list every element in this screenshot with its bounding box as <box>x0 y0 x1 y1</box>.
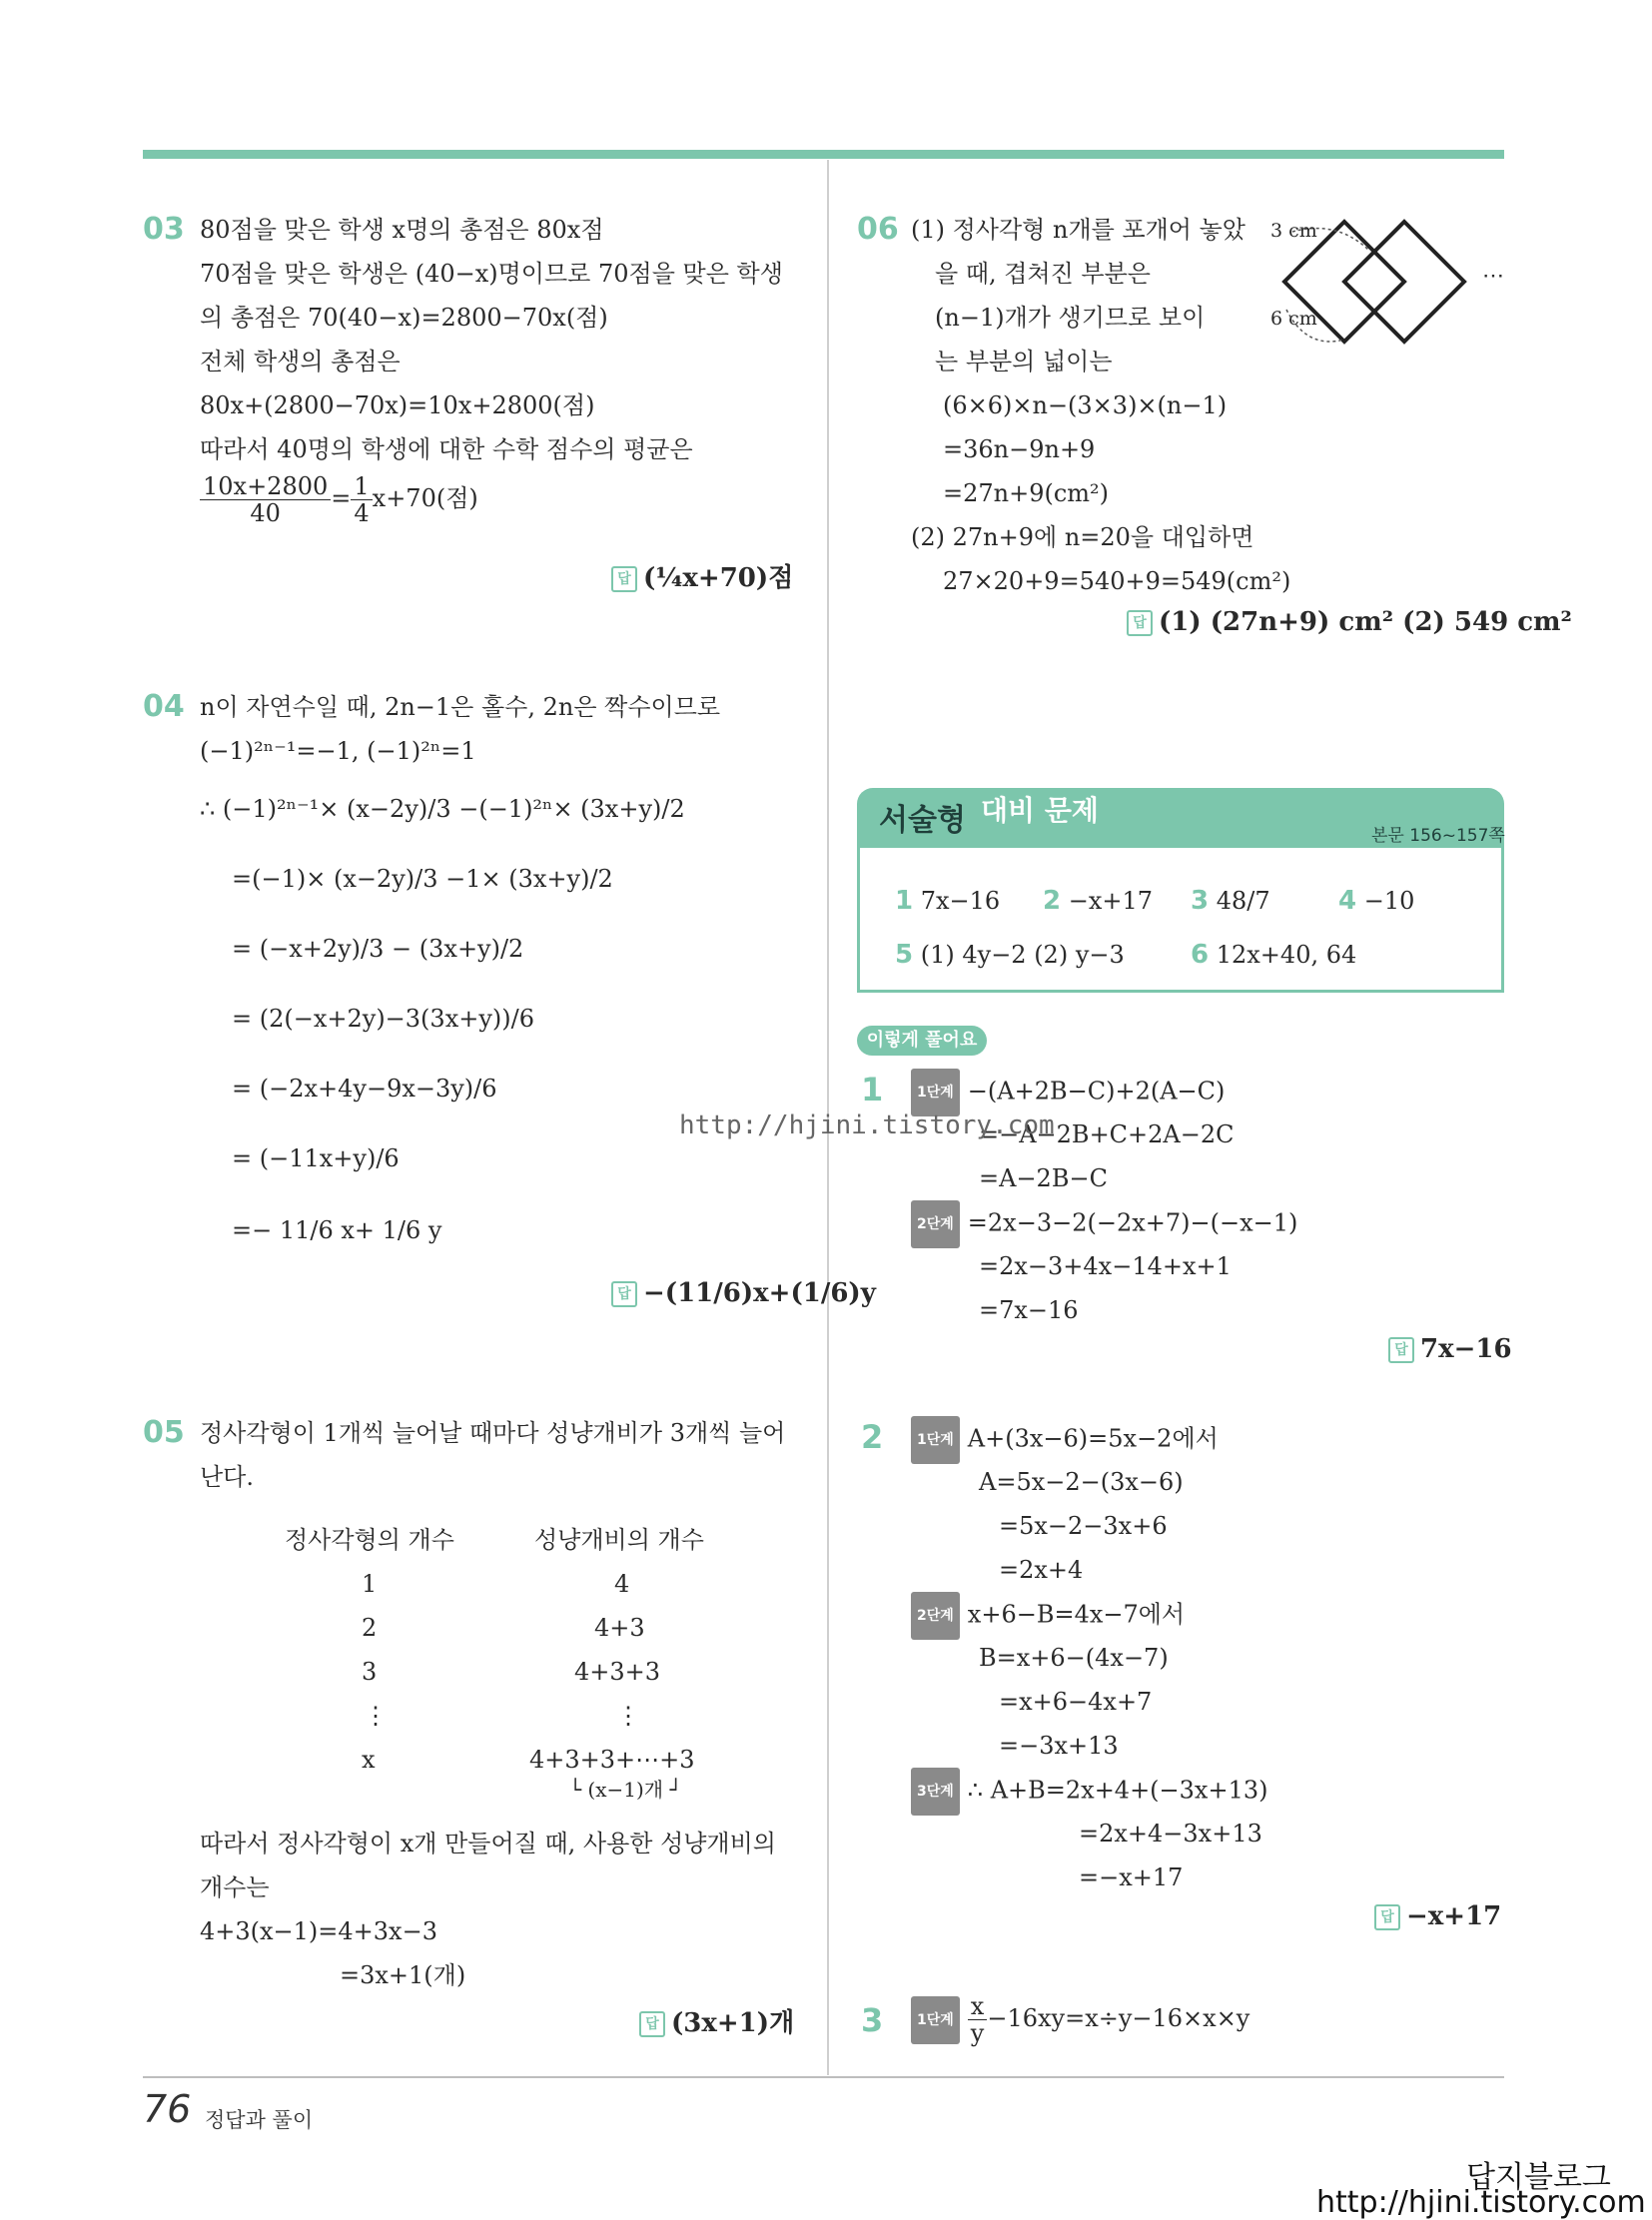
step-badge: 1단계 <box>911 1069 960 1116</box>
q05-line-3: 4+3(x−1)=4+3x−3 <box>200 1917 437 1945</box>
s2-step2-line2: B=x+6−(4x−7) <box>979 1644 1169 1672</box>
answer-box-subtitle: 대비 문제 <box>981 794 1099 827</box>
s2-step1-line2: A=5x−2−(3x−6) <box>979 1468 1184 1496</box>
s2-step1-line4: =2x+4 <box>999 1556 1084 1584</box>
q06-answer: 답 (1) (27n+9) cm² (2) 549 cm² <box>1127 607 1572 637</box>
q06-line-4: 는 부분의 넓이는 <box>935 348 1113 375</box>
table-cell: 3 <box>362 1658 378 1686</box>
table-cell: 4 <box>614 1570 630 1598</box>
s1-step1-line2: =−A−2B+C+2A−2C <box>979 1120 1235 1148</box>
question-number: 03 <box>143 212 185 247</box>
solution-number: 1 <box>861 1071 884 1109</box>
q04-answer: 답 −(11/6)x+(1/6)y <box>611 1278 876 1308</box>
answer-icon: 답 <box>611 1281 637 1307</box>
s1-step2-line2: =2x−3+4x−14+x+1 <box>979 1252 1232 1280</box>
answer-icon: 답 <box>1388 1337 1414 1363</box>
q03-line-5: 80x+(2800−70x)=10x+2800(점) <box>200 391 595 419</box>
q03-mean-formula: $\frac{10x+2800}{40}$ = $\frac{1}{4}$ x+70(점) <box>200 473 478 526</box>
fraction: $\frac{1}{4}$ <box>351 473 372 526</box>
s1-answer: 답 7x−16 <box>1388 1334 1512 1364</box>
table-header: 성냥개비의 개수 <box>534 1526 704 1554</box>
s2-step3-line2: =2x+4−3x+13 <box>1079 1820 1262 1848</box>
q03-answer: 답 (¼x+70)점 <box>611 557 793 594</box>
q04-line-7: = (−2x+4y−9x−3y)/6 <box>232 1075 497 1103</box>
s2-step2-line4: =−3x+13 <box>999 1732 1119 1760</box>
s1-step2-line1: 2단계 =2x−3−2(−2x+7)−(−x−1) <box>911 1200 1297 1248</box>
table-cell: 1 <box>362 1570 378 1598</box>
q05-intro-2: 난다. <box>200 1463 254 1491</box>
table-cell: 4+3 <box>594 1614 645 1642</box>
fraction: $\frac{x}{y}$ <box>968 1993 988 2046</box>
table-cell: 2 <box>362 1614 378 1642</box>
q06-line-6: =36n−9n+9 <box>943 435 1096 463</box>
q06-line-7: =27n+9(cm²) <box>943 479 1110 507</box>
q03-line-1: 80점을 맞은 학생 x명의 총점은 80x점 <box>200 216 604 244</box>
s2-step1-line1: 1단계 A+(3x−6)=5x−2에서 <box>911 1416 1219 1464</box>
page-number: 76 <box>143 2087 192 2131</box>
q04-line-8: = (−11x+y)/6 <box>232 1144 400 1172</box>
s1-step1-line1: 1단계 −(A+2B−C)+2(A−C) <box>911 1069 1225 1116</box>
solution-number: 3 <box>861 2001 884 2039</box>
table-cell: 4+3+3 <box>574 1658 661 1686</box>
q05-line-1: 따라서 정사각형이 x개 만들어질 때, 사용한 성냥개비의 <box>200 1830 776 1857</box>
q04-line-2: (−1)²ⁿ⁻¹=−1, (−1)²ⁿ=1 <box>200 737 476 765</box>
s2-step2-line3: =x+6−4x+7 <box>999 1688 1153 1716</box>
q05-answer: 답 (3x+1)개 <box>639 2002 794 2039</box>
q06-line-5: (6×6)×n−(3×3)×(n−1) <box>943 391 1228 419</box>
s1-step1-line3: =A−2B−C <box>979 1164 1108 1192</box>
answer-icon: 답 <box>639 2011 665 2037</box>
solution-label: 이렇게 풀어요 <box>857 1026 987 1056</box>
s2-answer: 답 −x+17 <box>1374 1901 1501 1931</box>
q04-line-9: =− 11/6 x+ 1/6 y <box>232 1216 442 1244</box>
answer-box-title: 서술형 <box>879 803 966 838</box>
q06-line-2: 을 때, 겹쳐진 부분은 <box>935 260 1151 288</box>
figure-label-3cm: 3 cm <box>1270 220 1317 242</box>
q05-line-2: 개수는 <box>200 1873 270 1901</box>
s3-step1-line1: 1단계 $\frac{x}{y}$ −16xy=x÷y−16×x×y <box>911 1993 1249 2046</box>
box-answer-6: 6 12x+40, 64 <box>1191 940 1357 970</box>
question-number: 06 <box>857 212 899 247</box>
s2-step1-line3: =5x−2−3x+6 <box>999 1512 1168 1540</box>
q06-line-3: (n−1)개가 생기므로 보이 <box>935 304 1206 332</box>
q04-line-6: = (2(−x+2y)−3(3x+y))/6 <box>232 1005 534 1033</box>
table-cell: 4+3+3+⋯+3 <box>529 1746 695 1774</box>
step-badge: 1단계 <box>911 1416 960 1464</box>
q06-line-8: (2) 27n+9에 n=20을 대입하면 <box>911 523 1254 551</box>
s2-step3-line1: 3단계 ∴ A+B=2x+4+(−3x+13) <box>911 1768 1267 1816</box>
box-answer-5: 5 (1) 4y−2 (2) y−3 <box>895 940 1125 970</box>
watermark-url: http://hjini.tistory.com <box>679 1110 1055 1140</box>
table-cell: x <box>362 1746 376 1774</box>
q04-line-3: ∴ (−1)²ⁿ⁻¹× (x−2y)/3 −(−1)²ⁿ× (3x+y)/2 <box>200 795 685 823</box>
question-number: 04 <box>143 689 185 724</box>
top-accent-bar <box>143 150 1504 159</box>
q06-line-1: (1) 정사각형 n개를 포개어 놓았 <box>911 216 1245 244</box>
box-answer-1: 1 7x−16 <box>895 886 1001 916</box>
answer-box-page-ref: 본문 156~157쪽 <box>1371 826 1505 846</box>
footer-blog-name: 답지블로그 <box>1466 2160 1611 2195</box>
figure-label-6cm: 6 cm <box>1270 308 1317 330</box>
q03-line-2: 70점을 맞은 학생은 (40−x)명이므로 70점을 맞은 학생 <box>200 260 783 288</box>
page-label: 정답과 풀이 <box>205 2108 314 2132</box>
figure-ellipsis: ⋯ <box>1482 264 1504 289</box>
box-answer-2: 2 −x+17 <box>1043 886 1154 916</box>
q03-line-6: 따라서 40명의 학생에 대한 수학 점수의 평균은 <box>200 435 693 463</box>
step-badge: 2단계 <box>911 1592 960 1640</box>
s2-step2-line1: 2단계 x+6−B=4x−7에서 <box>911 1592 1185 1640</box>
answer-icon: 답 <box>1374 1904 1400 1930</box>
q06-line-9: 27×20+9=540+9=549(cm²) <box>943 567 1291 595</box>
answer-icon: 답 <box>1127 610 1153 636</box>
solution-number: 2 <box>861 1418 884 1456</box>
bottom-rule <box>143 2076 1504 2078</box>
box-answer-3: 3 48/7 <box>1191 886 1270 916</box>
fraction: $\frac{10x+2800}{40}$ <box>200 473 331 526</box>
q04-line-1: n이 자연수일 때, 2n−1은 홀수, 2n은 짝수이므로 <box>200 693 721 721</box>
q03-line-4: 전체 학생의 총점은 <box>200 348 401 375</box>
answer-icon: 답 <box>611 566 637 592</box>
s2-step3-line3: =−x+17 <box>1079 1863 1184 1891</box>
brace-label: └ (x−1)개 ┘ <box>569 1778 682 1802</box>
box-answer-4: 4 −10 <box>1338 886 1415 916</box>
question-number: 05 <box>143 1415 185 1450</box>
s1-step2-line3: =7x−16 <box>979 1296 1079 1324</box>
q04-line-4: =(−1)× (x−2y)/3 −1× (3x+y)/2 <box>232 865 613 893</box>
q05-line-4: =3x+1(개) <box>340 1961 466 1989</box>
step-badge: 3단계 <box>911 1768 960 1816</box>
q05-intro-1: 정사각형이 1개씩 늘어날 때마다 성냥개비가 3개씩 늘어 <box>200 1419 786 1447</box>
table-cell: ⋮ <box>364 1702 388 1730</box>
step-badge: 1단계 <box>911 1996 960 2044</box>
footer-url: http://hjini.tistory.com <box>1316 2185 1646 2220</box>
table-cell: ⋮ <box>616 1702 640 1730</box>
step-badge: 2단계 <box>911 1200 960 1248</box>
q03-line-3: 의 총점은 70(40−x)=2800−70x(점) <box>200 304 608 332</box>
table-header: 정사각형의 개수 <box>285 1526 454 1554</box>
q04-line-5: = (−x+2y)/3 − (3x+y)/2 <box>232 935 524 963</box>
